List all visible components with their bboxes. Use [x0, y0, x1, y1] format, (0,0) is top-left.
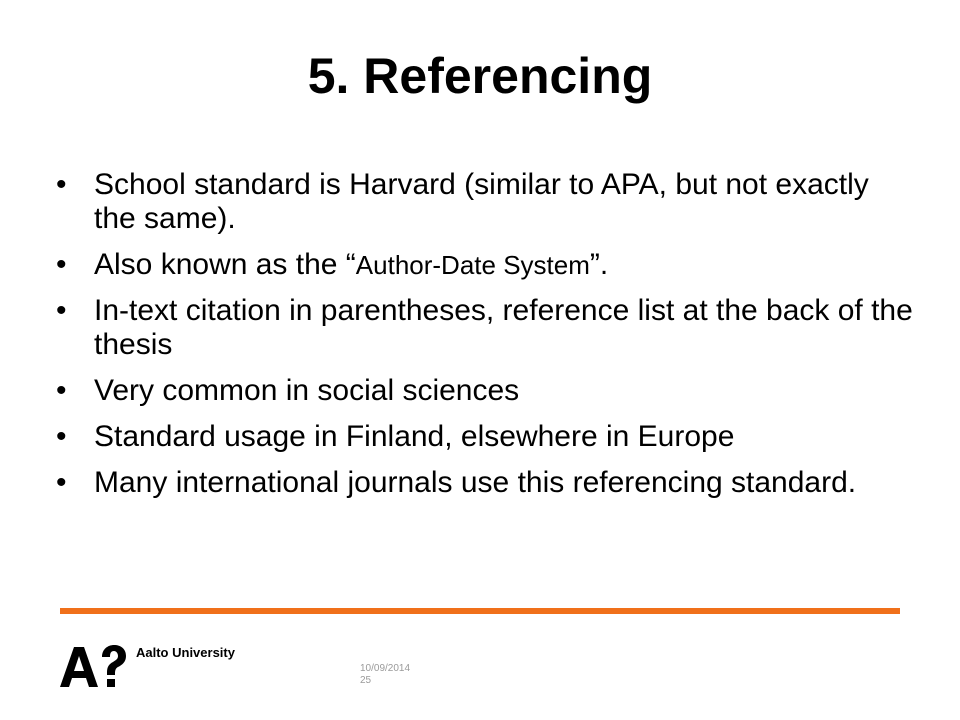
slide-title: 5. Referencing — [307, 48, 653, 104]
footer-date: 10/09/2014 — [360, 663, 411, 674]
bullet-item — [56, 420, 916, 454]
accent-divider — [60, 608, 900, 614]
bullet-item — [56, 248, 916, 282]
bullet-item — [56, 168, 916, 236]
bullet-item — [56, 294, 916, 362]
bullet-item — [56, 466, 916, 500]
page-number: 25 — [360, 675, 372, 686]
bullet-list — [56, 168, 916, 512]
bullet-text: Very common in social sciences — [94, 374, 520, 407]
bullet-marker: • — [56, 248, 67, 281]
bullet-marker: • — [56, 168, 67, 201]
bullet-text-suffix: ”. — [589, 248, 609, 281]
bullet-text: Many international journals use this referencing standard. — [94, 466, 857, 499]
bullet-text: In-text citation in parentheses, reference list at the back of the thesis — [94, 294, 913, 361]
bullet-item — [56, 374, 916, 408]
bullet-text-emphasis: Author-Date System — [355, 250, 590, 280]
bullet-text: Standard usage in Finland, elsewhere in Europe — [94, 420, 735, 453]
bullet-marker: • — [56, 294, 67, 327]
aalto-logo-icon — [58, 643, 128, 689]
bullet-marker: • — [56, 420, 67, 453]
bullet-text: School standard is Harvard (similar to APA, but not exactly the same). — [94, 168, 869, 235]
bullet-text-prefix: Also known as the “ — [94, 248, 356, 281]
bullet-marker: • — [56, 466, 67, 499]
organization-name: Aalto University — [136, 645, 235, 660]
bullet-marker: • — [56, 374, 67, 407]
